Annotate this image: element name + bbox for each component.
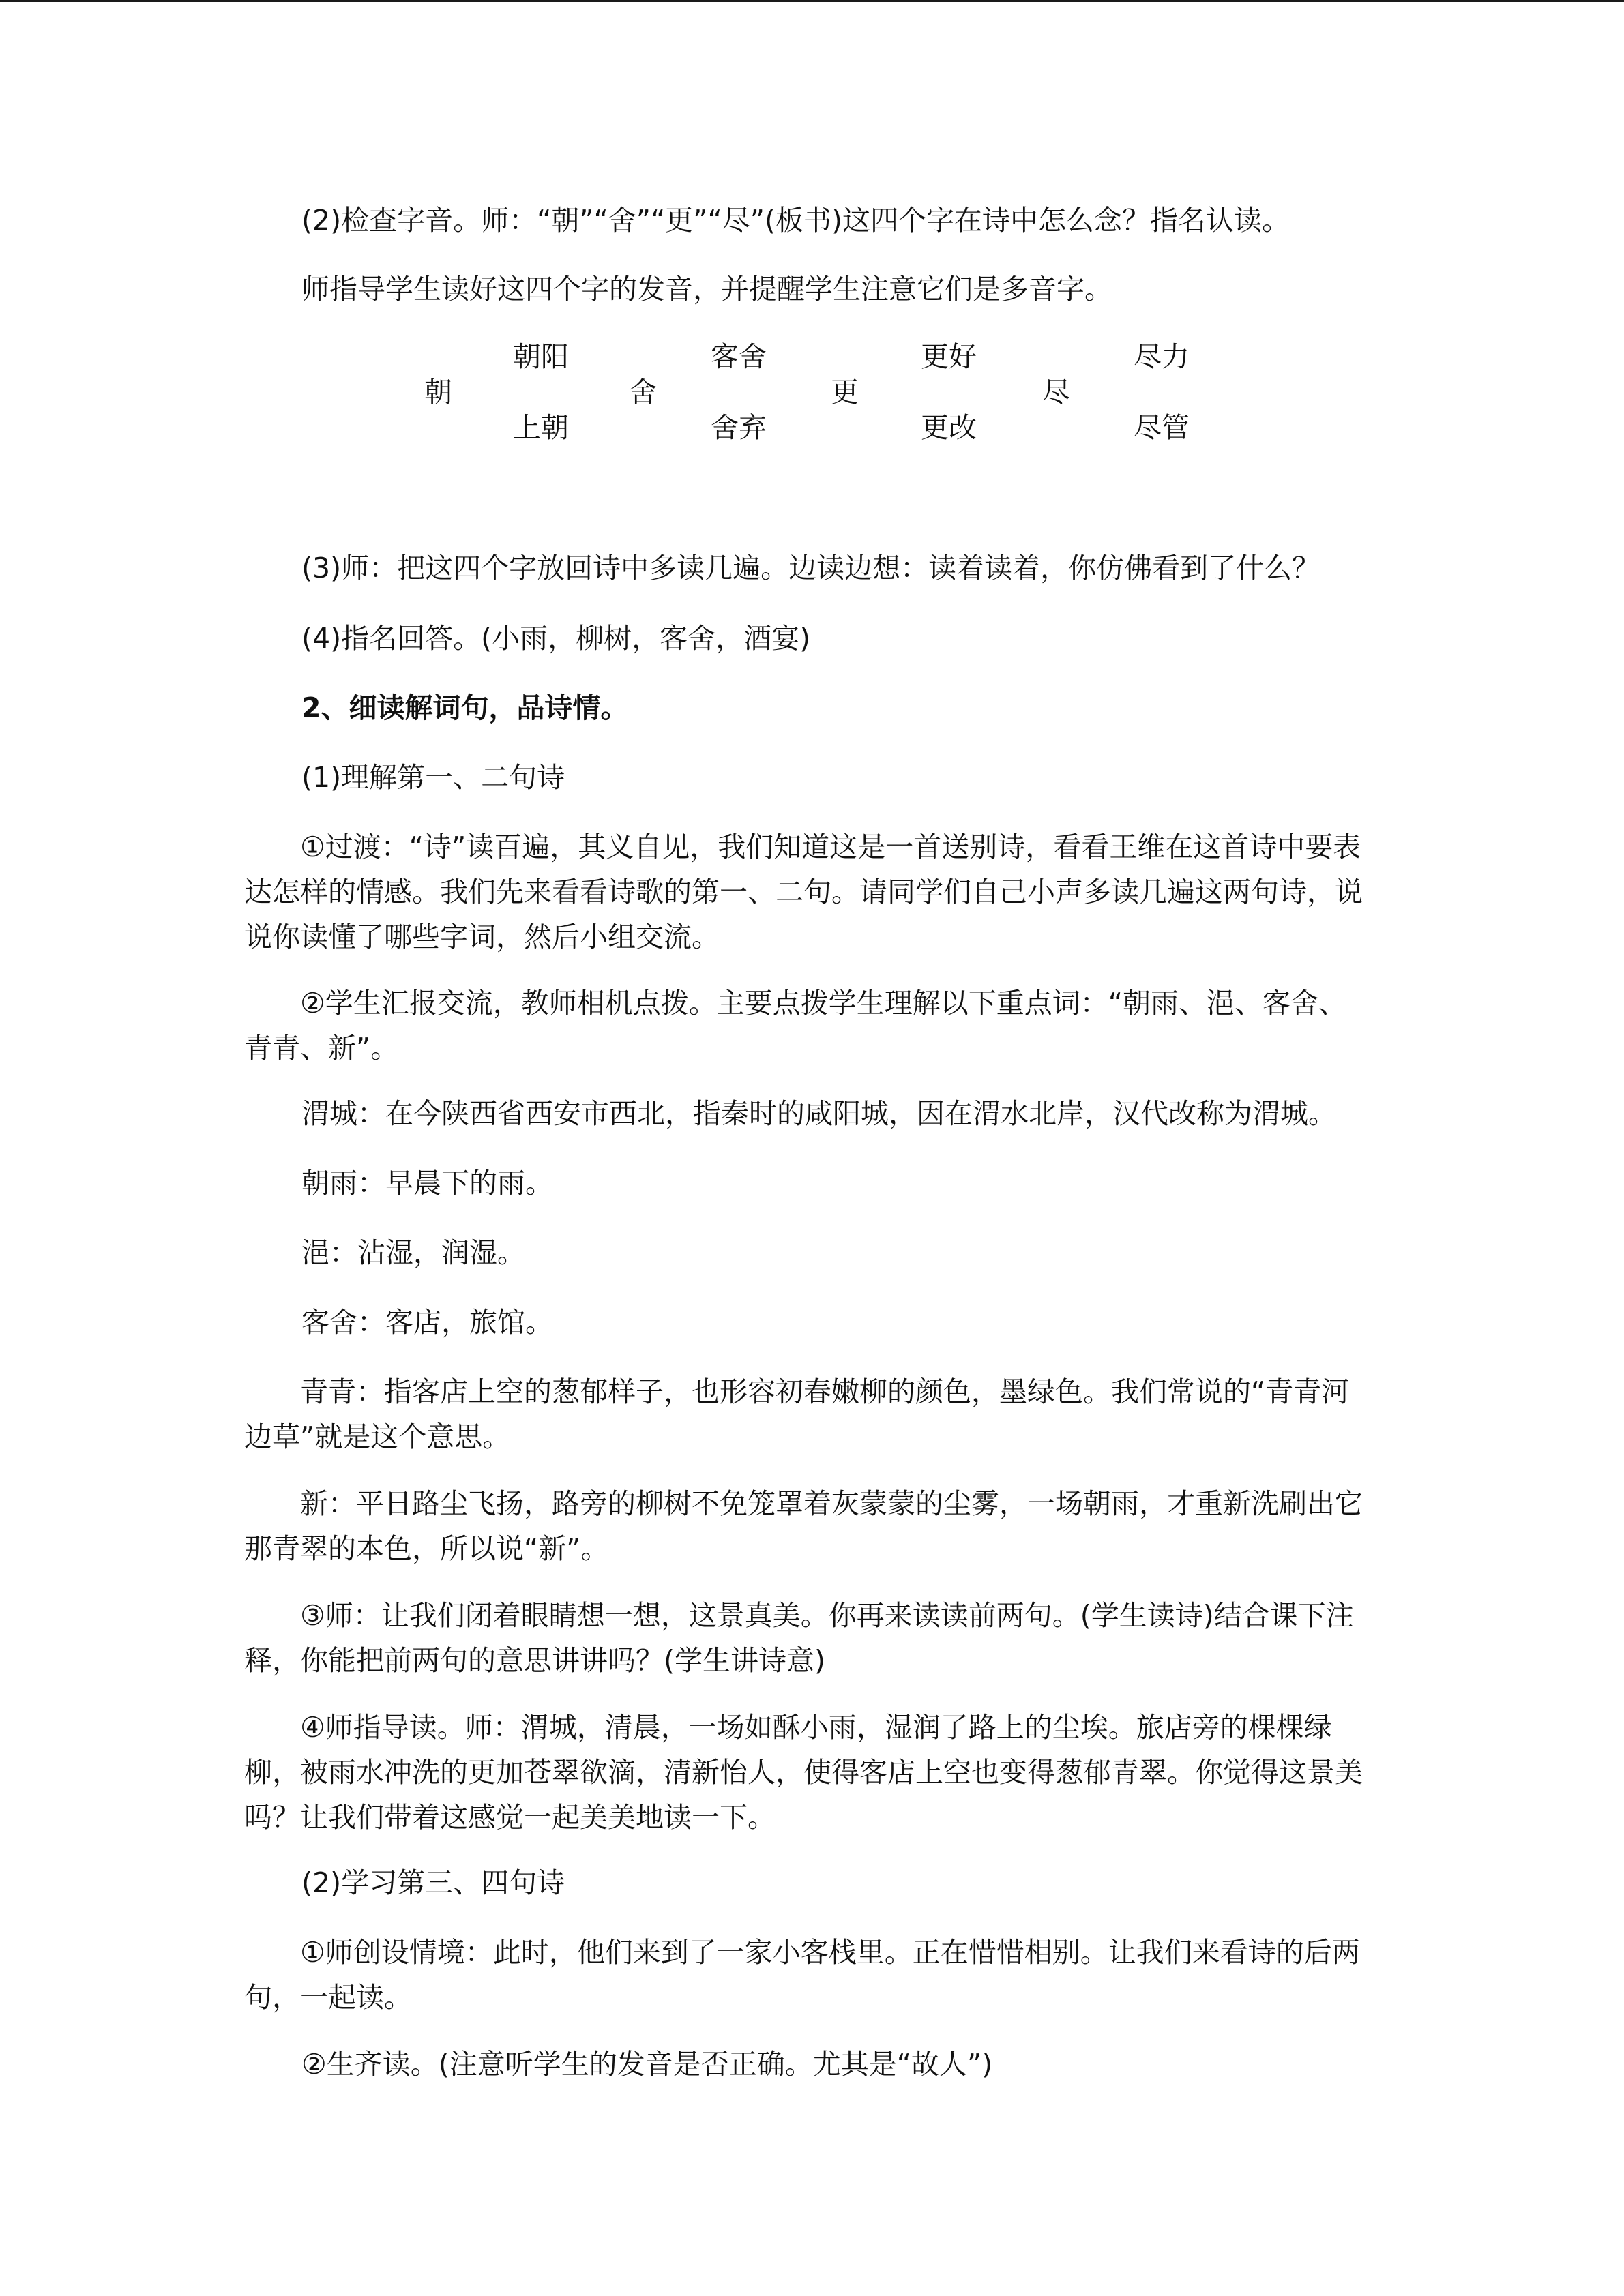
paragraph-guided-reading: ④师指导读。师：渭城，清晨，一场如酥小雨，湿润了路上的尘埃。旅店旁的棵棵绿柳，被雨水冲洗的更加苍翠欲滴，清新怡人，使得客店上空也变得葱郁青翠。你觉得这景美吗？让我们带着这感觉一起美美地读一下。 xyxy=(244,1711,1363,1834)
pron-she-bottom: 舍弃 xyxy=(711,411,767,444)
pron-zhao-bottom: 上朝 xyxy=(513,411,569,444)
pron-jin-char: 尽 xyxy=(1042,376,1070,408)
definition-zhaoyu: 朝雨：早晨下的雨。 xyxy=(301,1167,553,1199)
pron-zhao-char: 朝 xyxy=(424,376,452,408)
pron-jin-bottom: 尽管 xyxy=(1134,411,1190,444)
definition-xin: 新：平日路尘飞扬，路旁的柳树不免笼罩着灰蒙蒙的尘雾，一场朝雨，才重新洗刷出它那青翠的本色，所以说“新”。 xyxy=(244,1487,1363,1565)
paragraph-group-reading: ②生齐读。(注意听学生的发音是否正确。尤其是“故人”) xyxy=(301,2048,993,2081)
paragraph-student-report: ②学生汇报交流，教师相机点拨。主要点拨学生理解以下重点词：“朝雨、浥、客舍、青青、新”。 xyxy=(244,987,1346,1064)
section-heading-detailed-reading: 2、细读解词句，品诗情。 xyxy=(301,691,629,724)
pron-geng-top: 更好 xyxy=(921,340,977,373)
top-border-line xyxy=(0,0,1624,2)
paragraph-teacher-imagine: ③师：让我们闭着眼睛想一想，这景真美。你再来读读前两句。(学生读诗)结合课下注释，你能把前两句的意思讲讲吗？(学生讲诗意) xyxy=(244,1599,1354,1677)
subheading-first-two-lines: (1)理解第一、二句诗 xyxy=(301,761,565,794)
subheading-third-fourth-lines: (2)学习第三、四句诗 xyxy=(301,1866,565,1899)
definition-qingqing: 青青：指客店上空的葱郁样子，也形容初春嫩柳的颜色，墨绿色。我们常说的“青青河边草”就是这个意思。 xyxy=(244,1375,1350,1453)
paragraph-answer: (4)指名回答。(小雨，柳树，客舍，酒宴) xyxy=(301,622,811,655)
pron-jin-top: 尽力 xyxy=(1134,340,1190,373)
definition-weicheng: 渭城：在今陕西省西安市西北，指秦时的咸阳城，因在渭水北岸，汉代改称为渭城。 xyxy=(301,1097,1336,1130)
pron-geng-bottom: 更改 xyxy=(921,411,977,444)
paragraph-create-scene: ①师创设情境：此时，他们来到了一家小客栈里。正在惜惜相别。让我们来看诗的后两句，一起读。 xyxy=(244,1936,1360,2014)
paragraph-teacher-guidance: 师指导学生读好这四个字的发音，并提醒学生注意它们是多音字。 xyxy=(301,273,1112,305)
paragraph-check-pronunciation: (2)检查字音。师：“朝”“舍”“更”“尽”(板书)这四个字在诗中怎么念？指名认读。 xyxy=(301,204,1290,237)
pron-geng-char: 更 xyxy=(831,376,859,408)
definition-yi: 浥：沾湿，润湿。 xyxy=(301,1236,525,1269)
pron-she-top: 客舍 xyxy=(711,340,767,373)
pron-zhao-top: 朝阳 xyxy=(513,340,569,373)
pron-she-char: 舍 xyxy=(629,376,657,408)
paragraph-read-poem-again: (3)师：把这四个字放回诗中多读几遍。边读边想：读着读着，你仿佛看到了什么？ xyxy=(301,552,1320,584)
definition-keshe: 客舍：客店，旅馆。 xyxy=(301,1306,553,1339)
paragraph-transition: ①过渡：“诗”读百遍，其义自见，我们知道这是一首送别诗，看看王维在这首诗中要表达怎样的情感。我们先来看看诗歌的第一、二句。请同学们自己小声多读几遍这两句诗，说说你读懂了哪些字词，然后小组交流。 xyxy=(244,831,1363,953)
